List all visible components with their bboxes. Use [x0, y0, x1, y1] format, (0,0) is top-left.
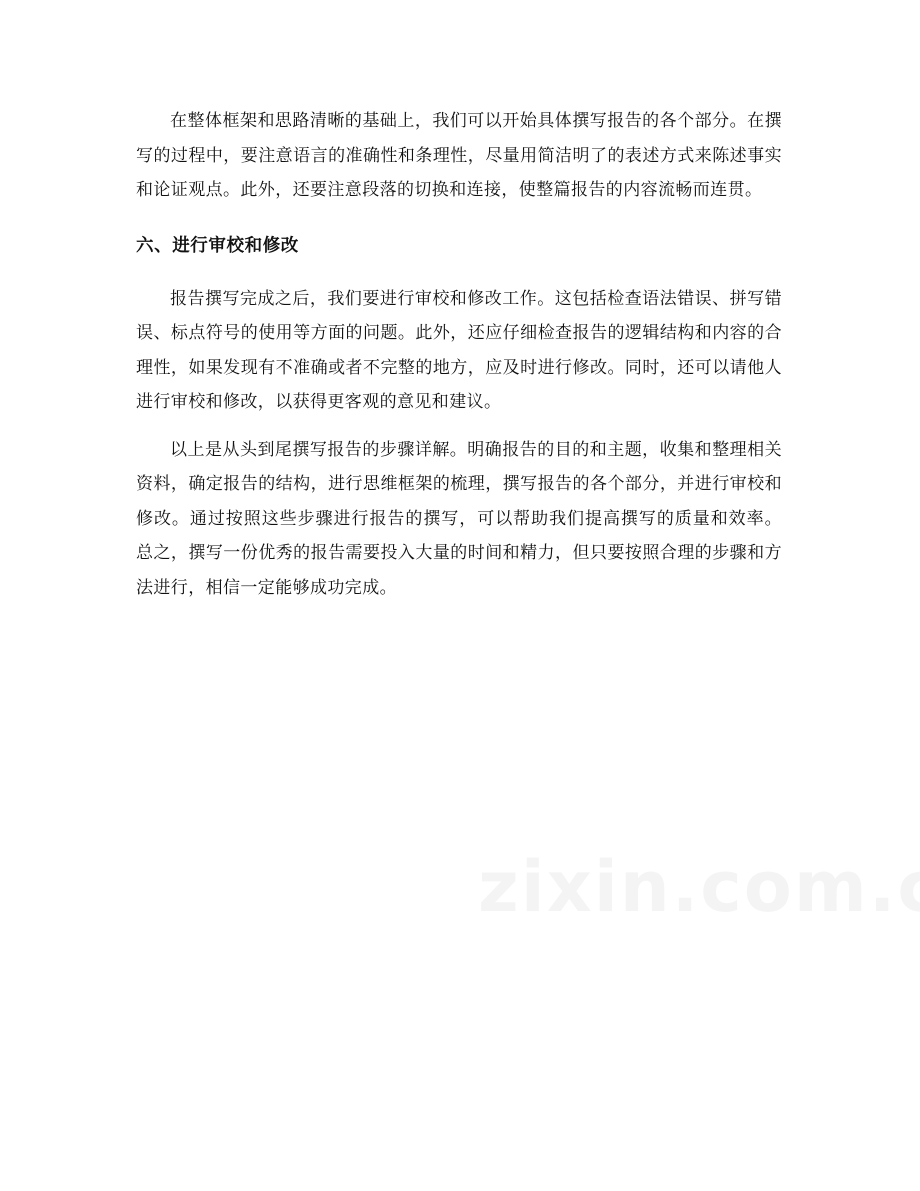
- body-paragraph-3: 以上是从头到尾撰写报告的步骤详解。明确报告的目的和主题，收集和整理相关资料，确定报告的结构，进行思维框架的梳理，撰写报告的各个部分，并进行审校和修改。通过按照这些步骤进行报告的撰写，可以帮助我们提高撰写的质量和效率。 总之，撰写一份优秀的报告需要投入大量的时间和精力，但只要按照合理的步骤和方法进行，相信一定能够成功完成。: [136, 439, 782, 598]
- document-body: [136, 104, 782, 605]
- section-heading: 六、进行审校和修改: [136, 235, 299, 256]
- body-paragraph-2: 报告撰写完成之后，我们要进行审校和修改工作。这包括检查语法错误、拼写错误、标点符号的使用等方面的问题。此外，还应仔细检查报告的逻辑结构和内容的合理性，如果发现有不准确或者不完整的地方，应及时进行修改。同时，还可以请他人进行审校和修改，以获得更客观的意见和建议。: [136, 288, 782, 412]
- watermark-text: [478, 846, 920, 928]
- body-paragraph-1: 在整体框架和思路清晰的基础上，我们可以开始具体撰写报告的各个部分。在撰写的过程中，要注意语言的准确性和条理性，尽量用简洁明了的表述方式来陈述事实和论证观点。此外，还要注意段落的切换和连接，使整篇报告的内容流畅而连贯。: [136, 111, 782, 200]
